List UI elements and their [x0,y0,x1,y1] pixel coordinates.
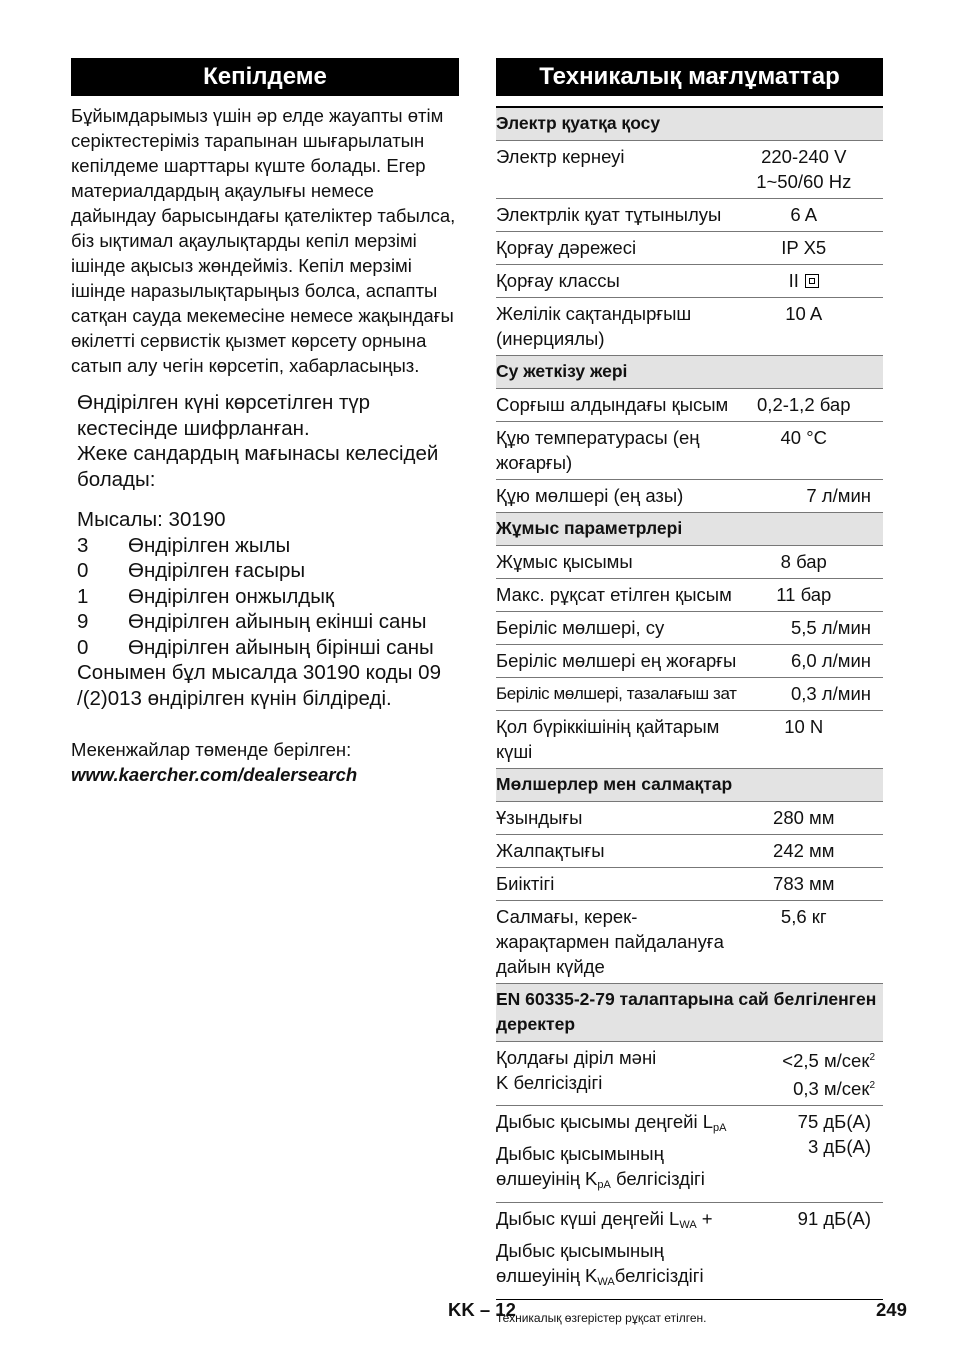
technical-data-column [496,58,883,1325]
date-meaning-intro: Жеке сандардың мағынасы келесідей болады: [77,442,439,491]
table-row: Қорғау дәрежесі IP X5 [496,232,883,265]
page-label: KK – 12 [448,1299,516,1320]
table-row: Беріліс мөлшері ең жоғарғы 6,0 л/мин [496,645,883,678]
date-code-list [77,533,459,661]
table-row: Салмағы, керек-жарақтармен пайдалануға дайын күйде 5,6 кг [496,901,883,984]
table-row: Қолдағы діріл мәні K белгісіздігі <2,5 м/сек$^2$ 0,3 м/сек$^2$ [496,1042,883,1106]
table-row: Беріліс мөлшері, су 5,5 л/мин [496,612,883,645]
section-header-en60335: EN 60335-2-79 талаптарына сай белгіленген деректер [496,984,883,1042]
production-date-block [71,390,459,711]
table-row: Макс. рұқсат етілген қысым 11 бар [496,579,883,612]
table-row: Жұмыс қысымы 8 бар [496,546,883,579]
table-row: Қорғау классы II [496,265,883,298]
table-row: Желілік сақтандырғыш (инерциялы) 10 A [496,298,883,356]
section-header-work: Жұмыс параметрлері [496,513,883,546]
page-number: 249 [876,1299,907,1320]
list-item: 1 Өндірілген онжылдық [77,584,334,608]
table-row: Биіктігі 783 мм [496,868,883,901]
date-example: Мысалы: 30190 [77,508,226,531]
table-row: Ұзындығы 280 мм [496,802,883,835]
warranty-text: Бұйымдарымыз үшін әр елде жауапты өтім серіктестеріміз тарапынан шығарылатын кепілдеме шарттары күште болады. Егер материалдардың ақаулығы немесе дайындау барысындағы қателіктер табылса, біз ықтимал ақаулықтарды кепіл мерзімі ішінде ақысыз жөндейміз. Кепіл мерзімі ішінде наразылықтарыңыз болса, аспапты сатқан сауда мекемесіне немесе жақындағы өкілетті сервистік қызмет көрсету орнына сатып алу чегін көрсетіп, хабарласыңыз. [71,105,456,376]
table-row: Құю температурасы (ең жоғарғы) 40 °C [496,422,883,480]
table-row: Беріліс мөлшері, тазалағыш зат 0,3 л/мин [496,678,883,711]
date-intro: Өндірілген күні көрсетілген түр кестесінде шифрланған. [77,391,371,440]
date-conclusion: Сонымен бұл мысалда 30190 коды 09 /(2)013 өндірілген күнін білдіреді. [77,661,441,710]
list-item: 9 Өндірілген айының екінші саны [77,610,427,633]
table-row: Дыбыс күші деңгейі $L_{WA}$ + Дыбыс қысымының өлшеуінің $K_{WA}белгісіздігі$ 91 дБ(A) [496,1203,883,1300]
technical-changes-note: Техникалық өзгерістер рұқсат етілген. [496,1311,707,1325]
section-header-power: Электр қуатқа қосу [496,107,883,141]
table-row: Электрлік қуат тұтынылуы 6 A [496,199,883,232]
list-item: 0 Өндірілген ғасыры [77,559,306,582]
list-item: 3 Өндірілген жылы [77,533,291,557]
warranty-column [71,58,459,787]
table-row: Құю мөлшері (ең азы) 7 л/мин [496,480,883,513]
table-row: Дыбыс қысымы деңгейі $L_{pA}$ Дыбыс қысымының өлшеуінің $K_{pA}$ белгісіздігі 75 дБ(A) 3 дБ(A) [496,1106,883,1203]
table-row: Қол бүріккішінің қайтарым күші 10 N [496,711,883,769]
technical-data-table [496,106,883,1300]
protection-class-icon [805,274,819,288]
table-row: Жалпақтығы 242 мм [496,835,883,868]
address-block [71,737,459,787]
table-row: Электр кернеуі 220-240 V 1~50/60 Hz [496,141,883,199]
dealer-search-link[interactable]: www.kaercher.com/dealersearch [71,764,358,785]
section-header-dimensions: Мөлшерлер мен салмақтар [496,769,883,802]
list-item: 0 Өндірілген айының бірінші саны [77,635,434,659]
technical-data-heading: Техникалық мағлұматтар [496,58,883,96]
table-row: Сорғыш алдындағы қысым 0,2-1,2 бар [496,389,883,422]
warranty-heading: Кепілдеме [71,58,459,96]
address-label: Мекенжайлар төменде берілген: [71,739,352,760]
section-header-water: Су жеткізу жері [496,356,883,389]
